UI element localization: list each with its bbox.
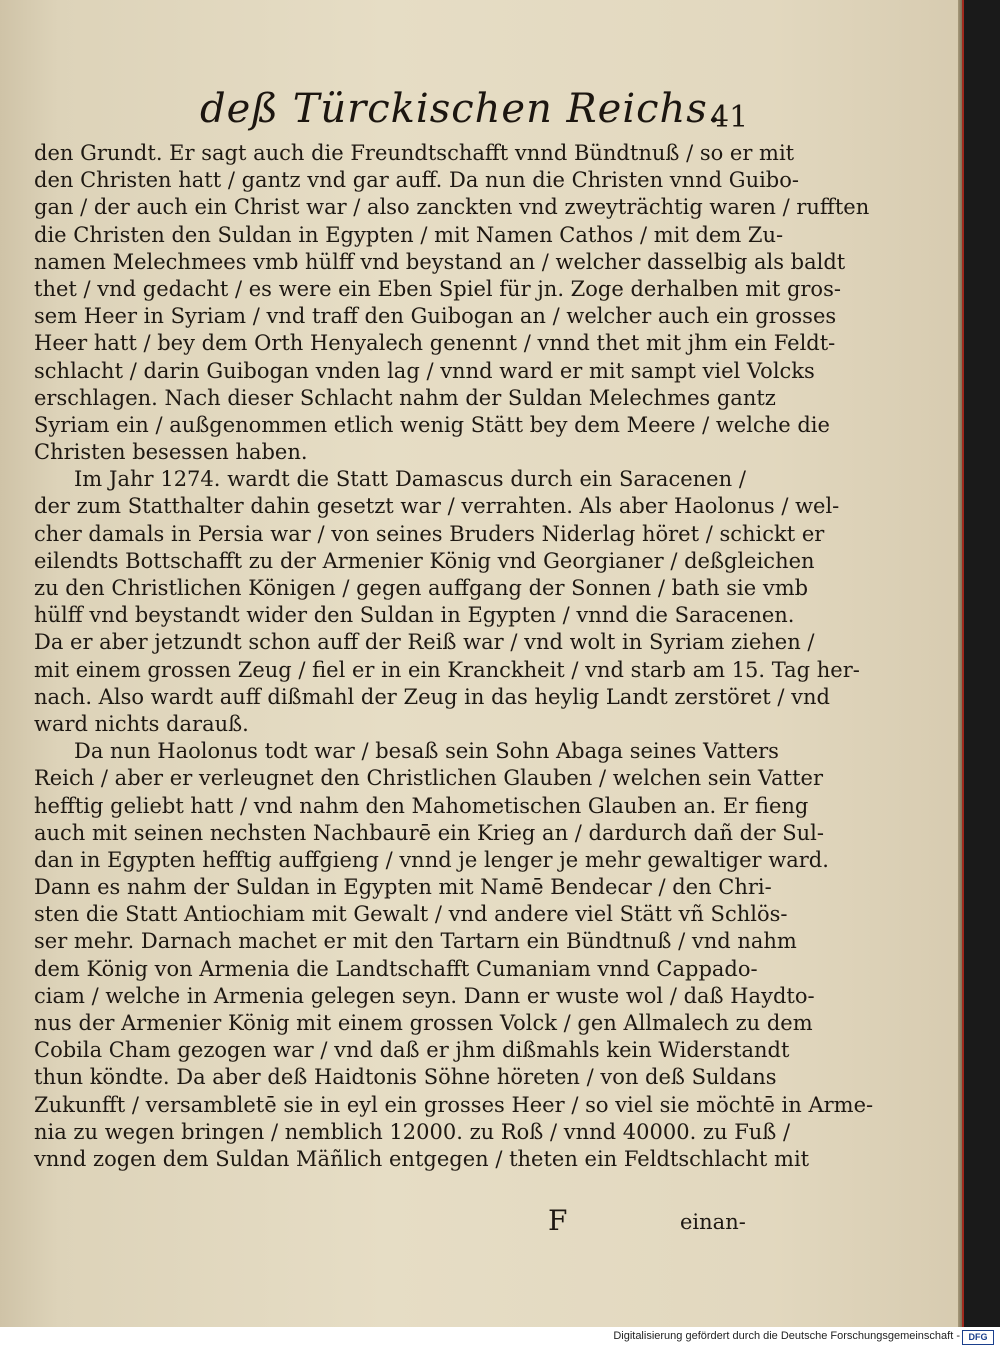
text-line: ciam / welche in Armenia gelegen seyn. Dann er wuste wol / daß Haydto- <box>34 983 815 1008</box>
text-line: ward nichts darauß. <box>34 711 249 736</box>
body-text <box>34 140 874 1173</box>
text-line: Zukunfft / versambletē sie in eyl ein grosses Heer / so viel sie möchtē in Arme- <box>34 1092 874 1117</box>
signature-mark: F <box>548 1204 568 1237</box>
text-line: mit einem grossen Zeug / fiel er in ein Kranckheit / vnd starb am 15. Tag her- <box>34 657 860 682</box>
text-line: Cobila Cham gezogen war / vnd daß er jhm dißmahls kein Widerstandt <box>34 1038 790 1063</box>
text-line: Da er aber jetzundt schon auff der Reiß war / vnd wolt in Syriam ziehen / <box>34 630 815 655</box>
text-line: hefftig geliebt hatt / vnd nahm den Mahometischen Glauben an. Er fieng <box>34 793 809 818</box>
text-line: Da nun Haolonus todt war / besaß sein Sohn Abaga seines Vatters <box>74 739 779 764</box>
page-number: 41 <box>710 100 749 135</box>
page-header <box>150 84 749 140</box>
text-line: der zum Statthalter dahin gesetzt war / verrahten. Als aber Haolonus / wel- <box>34 494 840 519</box>
dfg-logo: DFG <box>962 1330 994 1345</box>
text-line: auch mit seinen nechsten Nachbaurē ein Krieg an / dardurch dañ der Sul- <box>34 820 824 845</box>
text-line: Reich / aber er verleugnet den Christlichen Glauben / welchen sein Vatter <box>34 766 824 791</box>
page-foot <box>0 1200 964 1240</box>
text-line: Im Jahr 1274. wardt die Statt Damascus durch ein Saracenen / <box>74 467 746 492</box>
text-line: Heer hatt / bey dem Orth Henyalech genennt / vnnd thet mit jhm ein Feldt- <box>34 331 836 356</box>
text-line: dan in Egypten hefftig auffgieng / vnnd je lenger je mehr gewaltiger ward. <box>34 847 829 872</box>
text-line: nus der Armenier König mit einem grossen Volck / gen Allmalech zu dem <box>34 1011 813 1035</box>
text-line: sten die Statt Antiochiam mit Gewalt / vnd andere viel Stätt vñ Schlös- <box>34 902 788 927</box>
text-line: ser mehr. Darnach machet er mit den Tartarn ein Bündtnuß / vnd nahm <box>34 929 797 954</box>
text-line: sem Heer in Syriam / vnd traff den Guibogan an / welcher auch ein grosses <box>34 304 837 329</box>
scan-boundary-line <box>962 0 964 1327</box>
footer-bar <box>0 1327 1000 1347</box>
catchword: einan- <box>680 1210 746 1234</box>
text-line: cher damals in Persia war / von seines Bruders Niderlag höret / schickt er <box>34 521 825 546</box>
text-line: Syriam ein / außgenommen etlich wenig Stätt bey dem Meere / welche die <box>34 412 830 437</box>
text-line: schlacht / darin Guibogan vnden lag / vnnd ward er mit sampt viel Volcks <box>34 358 815 383</box>
text-line: eilendts Bottschafft zu der Armenier König vnd Georgianer / deßgleichen <box>34 548 815 573</box>
text-line: erschlagen. Nach dieser Schlacht nahm der Suldan Melechmes gantz <box>34 385 776 410</box>
text-line: nach. Also wardt auff dißmahl der Zeug in das heylig Landt zerstöret / vnd <box>34 684 830 709</box>
text-line: vnnd zogen dem Suldan Mäñlich entgegen / theten ein Feldtschlacht mit <box>34 1146 810 1171</box>
text-line: den Christen hatt / gantz vnd gar auff. Da nun die Christen vnnd Guibo- <box>34 168 799 193</box>
text-line: gan / der auch ein Christ war / also zanckten vnd zweyträchtig waren / rufften <box>34 195 870 220</box>
text-line: zu den Christlichen Königen / gegen auffgang der Sonnen / bath sie vmb <box>34 576 809 600</box>
text-line: Dann es nahm der Suldan in Egypten mit Namē Bendecar / den Chri- <box>34 875 772 900</box>
text-line: dem König von Armenia die Landtschafft Cumaniam vnnd Cappado- <box>34 956 758 981</box>
funding-credit: Digitalisierung gefördert durch die Deutsche Forschungsgemeinschaft - <box>613 1330 960 1342</box>
text-line: thun köndte. Da aber deß Haidtonis Söhne höreten / von deß Suldans <box>34 1065 777 1090</box>
text-line: die Christen den Suldan in Egypten / mit Namen Cathos / mit dem Zu- <box>34 222 784 247</box>
text-line: Christen besessen haben. <box>34 440 308 465</box>
running-title: deß Türckischen Reichs. <box>200 86 722 132</box>
text-line: thet / vnd gedacht / es were ein Eben Spiel für jn. Zoge derhalben mit gros- <box>34 276 841 301</box>
text-line: namen Melechmees vmb hülff vnd beystand an / welcher dasselbig als baldt <box>34 249 846 274</box>
text-line: nia zu wegen bringen / nemblich 12000. zu Roß / vnnd 40000. zu Fuß / <box>34 1119 791 1144</box>
text-line: hülff vnd beystandt wider den Suldan in Egypten / vnnd die Saracenen. <box>34 603 795 628</box>
text-line: den Grundt. Er sagt auch die Freundtschafft vnnd Bündtnuß / so er mit <box>34 141 795 165</box>
